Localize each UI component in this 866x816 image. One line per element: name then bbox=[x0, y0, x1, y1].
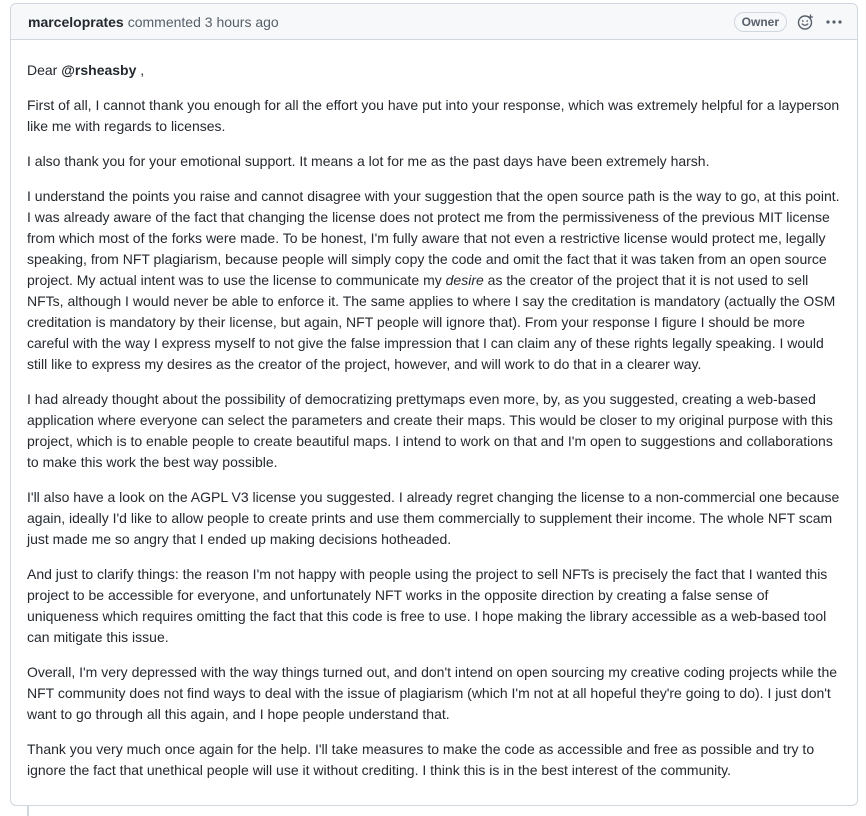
issue-comment bbox=[10, 3, 858, 806]
greeting-prefix: Dear bbox=[27, 62, 58, 78]
owner-badge: Owner bbox=[734, 12, 787, 32]
comment-timestamp[interactable]: 3 hours ago bbox=[204, 13, 279, 30]
comment-body bbox=[11, 40, 857, 781]
timeline-connector bbox=[27, 806, 29, 816]
comment-meta bbox=[128, 14, 279, 30]
comment-action: commented bbox=[127, 13, 201, 30]
comment-paragraph-1: First of all, I cannot thank you enough for all the effort you have put into your response, which was extremely helpful for a layperson like me with regards to licenses. bbox=[27, 97, 840, 134]
comment-greeting bbox=[27, 60, 841, 81]
kebab-horizontal-icon[interactable] bbox=[825, 13, 843, 31]
user-mention-link[interactable]: @rsheasby bbox=[61, 62, 137, 78]
paragraph-3-emphasis: desire bbox=[445, 272, 484, 288]
comment-paragraph-3 bbox=[27, 186, 841, 375]
comment-paragraph-6: And just to clarify things: the reason I'm not happy with people using the project to sell NFTs is precisely the fact that I wanted this project to be accessible for everyone, and unfortunately NFT works in the opposite direction by creating a false sense of uniqueness which requires omitting the fact that this code is free to use. I hope making the library accessible as a web-based tool can mitigate this issue. bbox=[27, 566, 828, 645]
smiley-icon[interactable] bbox=[797, 13, 815, 31]
comment-paragraph-4: I had already thought about the possibility of democratizing prettymaps even more, by, as you suggested, creating a web-based application where everyone can select the parameters and create their maps. This would be closer to my original purpose with this project, which is to enable people to create beautiful maps. I intend to work on that and I'm open to suggestions and collaborations to make this work the best way possible. bbox=[27, 391, 833, 470]
paragraph-3-part-2: as the creator of the project that it is not used to sell NFTs, although I would never be able to enforce it. The same applies to where I say the creditation is mandatory (actually the OSM creditation is mandatory by their license, but again, NFT people will ignore that). From your response I figure I should be more careful with the way I express myself to not give the false impression that I can claim any of these rights legally speaking. I would still like to express my desires as the creator of the project, however, and will work to do that in a clearer way. bbox=[27, 272, 836, 372]
comment-header bbox=[11, 4, 857, 40]
comment-paragraph-7: Overall, I'm very depressed with the way things turned out, and don't intend on open sourcing my creative coding projects while the NFT community does not find ways to deal with the issue of plagiarism (which I'm not at all hopeful they're going to do). I just don't want to go through all this again, and I hope people understand that. bbox=[27, 664, 838, 722]
comment-paragraph-8: Thank you very much once again for the help. I'll take measures to make the code as accessible and free as possible and try to ignore the fact that unethical people will use it without crediting. I think this is in the best interest of the community. bbox=[27, 741, 815, 778]
comment-author-link[interactable]: marceloprates bbox=[28, 13, 124, 30]
comment-header-actions bbox=[734, 12, 843, 32]
comment-paragraph-5: I'll also have a look on the AGPL V3 license you suggested. I already regret changing the license to a non-commercial one because again, ideally I'd like to allow people to create prints and use them commercially to supplement their income. The whole NFT scam just made me so angry that I ended up making decisions hotheaded. bbox=[27, 489, 840, 547]
comment-paragraph-2: I also thank you for your emotional support. It means a lot for me as the past days have been extremely harsh. bbox=[27, 153, 710, 169]
greeting-suffix: , bbox=[136, 62, 145, 78]
paragraph-3-part-1: I understand the points you raise and cannot disagree with your suggestion that the open source path is the way to go, at this point. I was already aware of the fact that changing the license does not protect me from the permissiveness of the previous MIT license from which most of the forks were made. To be honest, I'm fully aware that not even a restrictive license would protect me, legally speaking, from NFT plagiarism, because people will simply copy the code and omit the fact that it was taken from an open source project. My actual intent was to use the license to communicate my bbox=[27, 188, 840, 288]
